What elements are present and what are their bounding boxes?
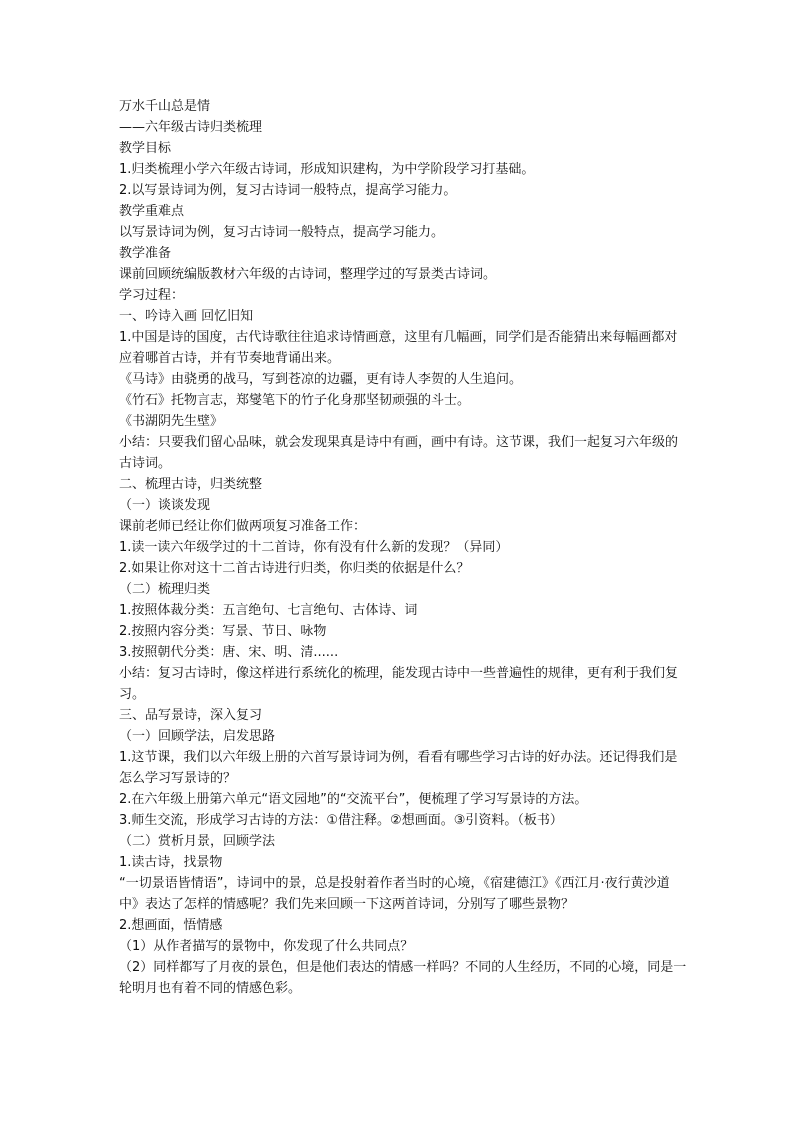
- doc-title: 万水千山总是情: [119, 99, 211, 114]
- sub-heading: （一）回顾学法，启发思路: [119, 729, 276, 744]
- paragraph: 课前回顾统编版教材六年级的古诗词，整理学过的写景类古诗词。: [119, 267, 497, 282]
- section-heading-key-points: 教学重难点: [119, 204, 185, 219]
- paragraph: 小结：只要我们留心品味，就会发现果真是诗中有画，画中有诗。这节课，我们一起复习六年级的古诗词。: [119, 435, 679, 471]
- paragraph: 1.按照体裁分类：五言绝句、七言绝句、古体诗、词: [119, 603, 418, 618]
- paragraph: 1.读一读六年级学过的十二首诗，你有没有什么新的发现？（异同）: [119, 540, 509, 555]
- part-heading-3: 三、品写景诗，深入复习: [119, 708, 263, 723]
- paragraph: 3.师生交流，形成学习古诗的方法：①借注释。②想画面。③引资料。（板书）: [119, 813, 563, 828]
- paragraph: 《书湖阴先生壁》: [119, 414, 224, 429]
- paragraph: 《竹石》托物言志，郑燮笔下的竹子化身那坚韧顽强的斗士。: [119, 393, 471, 408]
- sub-heading: （一）谈谈发现: [119, 498, 211, 513]
- paragraph: 1.中国是诗的国度，古代诗歌往往追求诗情画意，这里有几幅画，同学们是否能猜出来每幅画都对应着哪首古诗，并有节奏地背诵出来。: [119, 330, 678, 366]
- sub-heading: （二）梳理归类: [119, 582, 211, 597]
- paragraph: （2）同样都写了月夜的景色，但是他们表达的情感一样吗？不同的人生经历，不同的心境，同是一轮明月也有着不同的情感色彩。: [119, 960, 687, 996]
- paragraph: 2.想画面，悟情感: [119, 918, 223, 933]
- paragraph: 2.按照内容分类：写景、节日、咏物: [119, 624, 327, 639]
- section-heading-process: 学习过程：: [119, 288, 185, 303]
- paragraph: “一切景语皆情语”，诗词中的景，总是投射着作者当时的心境，《宿建德江》《西江月·夜行黄沙道中》表达了怎样的情感呢？我们先来回顾一下这两首诗词，分别写了哪些景物？: [119, 876, 670, 912]
- paragraph: 3.按照朝代分类：唐、宋、明、清......: [119, 645, 339, 660]
- document-body: [119, 96, 689, 999]
- paragraph: 2.如果让你对这十二首古诗进行归类，你归类的依据是什么？: [119, 561, 470, 576]
- paragraph: 课前老师已经让你们做两项复习准备工作：: [119, 519, 367, 534]
- paragraph: 1.归类梳理小学六年级古诗词，形成知识建构，为中学阶段学习打基础。: [119, 162, 535, 177]
- paragraph: 1.这节课，我们以六年级上册的六首写景诗词为例，看看有哪些学习古诗的好办法。还记得我们是怎么学习写景诗的？: [119, 750, 678, 786]
- paragraph: 《马诗》由骁勇的战马，写到苍凉的边疆，更有诗人李贺的人生追问。: [119, 372, 523, 387]
- part-heading-1: 一、吟诗入画 回忆旧知: [119, 309, 254, 324]
- paragraph: （1）从作者描写的景物中，你发现了什么共同点？: [119, 939, 414, 954]
- paragraph: 1.读古诗，找景物: [119, 855, 223, 870]
- paragraph: 2.在六年级上册第六单元“语文园地”的“交流平台”，便梳理了学习写景诗的方法。: [119, 792, 588, 807]
- sub-heading: （二）赏析月景，回顾学法: [119, 834, 276, 849]
- section-heading-goals: 教学目标: [119, 141, 172, 156]
- paragraph: 2.以写景诗词为例，复习古诗词一般特点，提高学习能力。: [119, 183, 457, 198]
- doc-subtitle: ——六年级古诗归类梳理: [119, 120, 263, 135]
- paragraph: 以写景诗词为例，复习古诗词一般特点，提高学习能力。: [119, 225, 445, 240]
- section-heading-preparation: 教学准备: [119, 246, 172, 261]
- part-heading-2: 二、梳理古诗，归类统整: [119, 477, 263, 492]
- paragraph: 小结：复习古诗时，像这样进行系统化的梳理，能发现古诗中一些普遍性的规律，更有利于我们复习。: [119, 666, 679, 702]
